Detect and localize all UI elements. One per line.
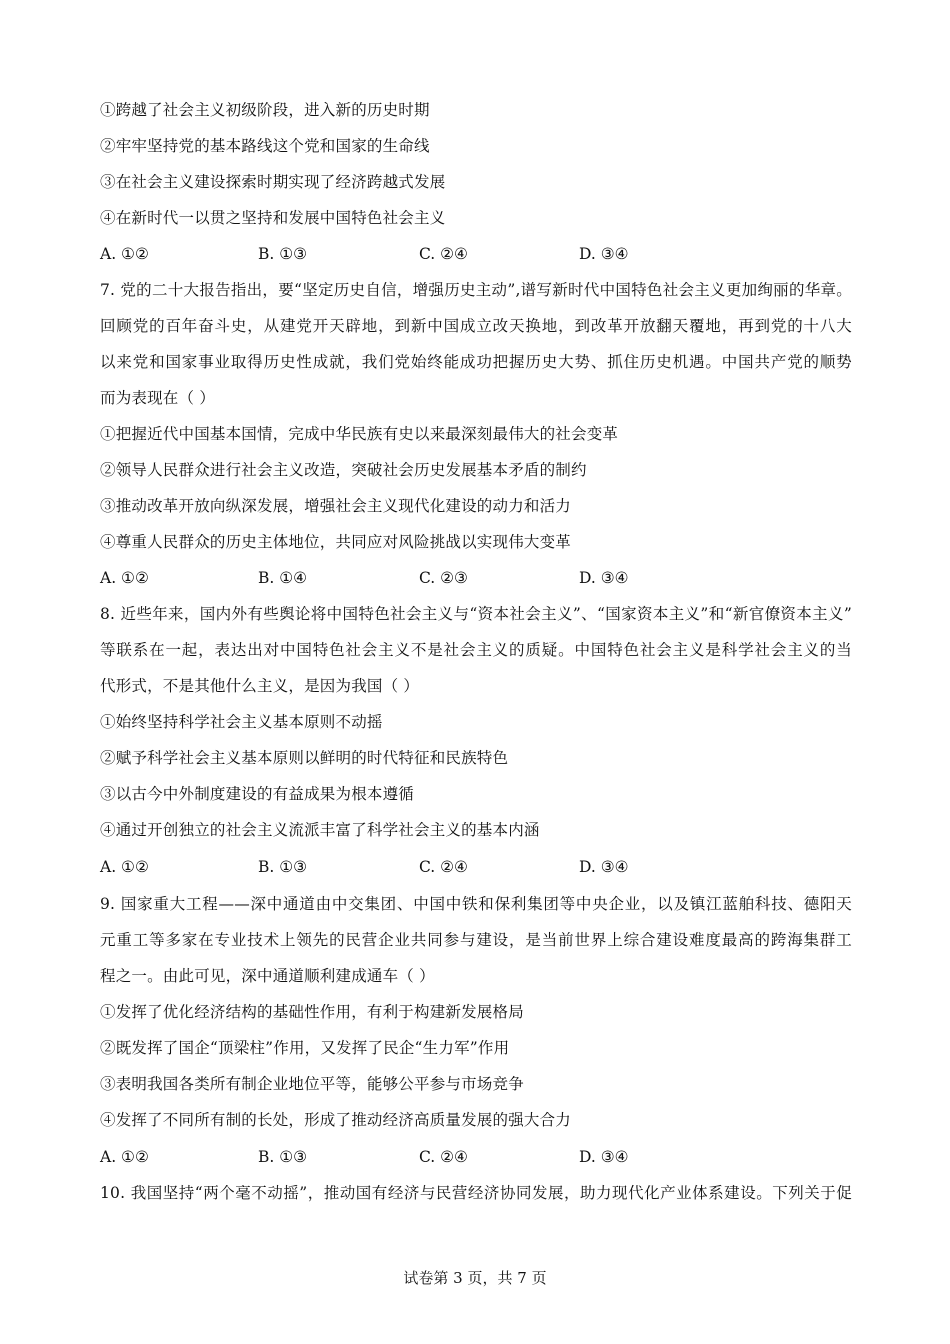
q10-stem-line-1: 10. 我国坚持“两个毫不动摇”，推动国有经济与民营经济协同发展，助力现代化产业体系建设。下列关于促	[100, 1184, 852, 1202]
q6-option-b: B. ①③	[258, 245, 308, 263]
q9-option-b: B. ①③	[258, 1148, 308, 1166]
q8-item-2: ②赋予科学社会主义基本原则以鲜明的时代特征和民族特色	[100, 749, 509, 767]
q6-item-1: ①跨越了社会主义初级阶段，进入新的历史时期	[100, 101, 430, 119]
q7-stem-line-2: 回顾党的百年奋斗史，从建党开天辟地，到新中国成立改天换地，到改革开放翻天覆地，再到党的十八大	[100, 317, 852, 335]
q9-item-3: ③表明我国各类所有制企业地位平等，能够公平参与市场竞争	[100, 1075, 524, 1093]
q8-stem-line-1: 8. 近些年来，国内外有些舆论将中国特色社会主义与“资本社会主义”、“国家资本主义”和“新官僚资本主义”	[100, 605, 852, 623]
q8-stem-line-2: 等联系在一起，表达出对中国特色社会主义不是社会主义的质疑。中国特色社会主义是科学社会主义的当	[100, 641, 852, 659]
q6-option-d: D. ③④	[579, 245, 629, 263]
q9-stem-line-1: 9. 国家重大工程——深中通道由中交集团、中国中铁和保利集团等中央企业，以及镇江蓝舶科技、德阳天	[100, 895, 852, 913]
q9-option-a: A. ①②	[100, 1148, 149, 1166]
q7-option-b: B. ①④	[258, 569, 308, 587]
q8-stem-line-3: 代形式，不是其他什么主义，是因为我国（ ）	[100, 677, 420, 695]
q9-stem-line-2: 元重工等多家在专业技术上领先的民营企业共同参与建设，是当前世界上综合建设难度最高的跨海集群工	[100, 931, 852, 949]
q9-stem-line-3: 程之一。由此可见，深中通道顺利建成通车（ ）	[100, 967, 435, 985]
q7-stem-line-4: 而为表现在（ ）	[100, 389, 216, 407]
q6-item-4: ④在新时代一以贯之坚持和发展中国特色社会主义	[100, 209, 446, 227]
q7-item-4: ④尊重人民群众的历史主体地位，共同应对风险挑战以实现伟大变革	[100, 533, 572, 551]
q7-stem-line-3: 以来党和国家事业取得历史性成就，我们党始终能成功把握历史大势、抓住历史机遇。中国共产党的顺势	[100, 353, 852, 371]
q7-item-2: ②领导人民群众进行社会主义改造，突破社会历史发展基本矛盾的制约	[100, 461, 587, 479]
q8-option-c: C. ②④	[419, 858, 468, 876]
q9-option-c: C. ②④	[419, 1148, 468, 1166]
q8-item-3: ③以古今中外制度建设的有益成果为根本遵循	[100, 785, 415, 803]
q6-option-c: C. ②④	[419, 245, 468, 263]
page-footer: 试卷第 3 页，共 7 页	[403, 1269, 547, 1287]
q6-item-3: ③在社会主义建设探索时期实现了经济跨越式发展	[100, 173, 446, 191]
q8-option-a: A. ①②	[100, 858, 149, 876]
q8-option-d: D. ③④	[579, 858, 629, 876]
q8-item-1: ①始终坚持科学社会主义基本原则不动摇	[100, 713, 383, 731]
q8-option-b: B. ①③	[258, 858, 308, 876]
q7-item-1: ①把握近代中国基本国情，完成中华民族有史以来最深刻最伟大的社会变革	[100, 425, 619, 443]
q7-item-3: ③推动改革开放向纵深发展，增强社会主义现代化建设的动力和活力	[100, 497, 572, 515]
q7-option-d: D. ③④	[579, 569, 629, 587]
q9-option-d: D. ③④	[579, 1148, 629, 1166]
q9-item-2: ②既发挥了国企“顶梁柱”作用，又发挥了民企“生力军”作用	[100, 1039, 510, 1057]
q7-stem-line-1: 7. 党的二十大报告指出，要“坚定历史自信，增强历史主动”,谱写新时代中国特色社会主义更加绚丽的华章。	[100, 281, 852, 299]
q9-item-4: ④发挥了不同所有制的长处，形成了推动经济高质量发展的强大合力	[100, 1111, 572, 1129]
q9-item-1: ①发挥了优化经济结构的基础性作用，有利于构建新发展格局	[100, 1003, 524, 1021]
q6-option-a: A. ①②	[100, 245, 149, 263]
q8-item-4: ④通过开创独立的社会主义流派丰富了科学社会主义的基本内涵	[100, 821, 540, 839]
q7-option-c: C. ②③	[419, 569, 468, 587]
q6-item-2: ②牢牢坚持党的基本路线这个党和国家的生命线	[100, 137, 430, 155]
q7-option-a: A. ①②	[100, 569, 149, 587]
